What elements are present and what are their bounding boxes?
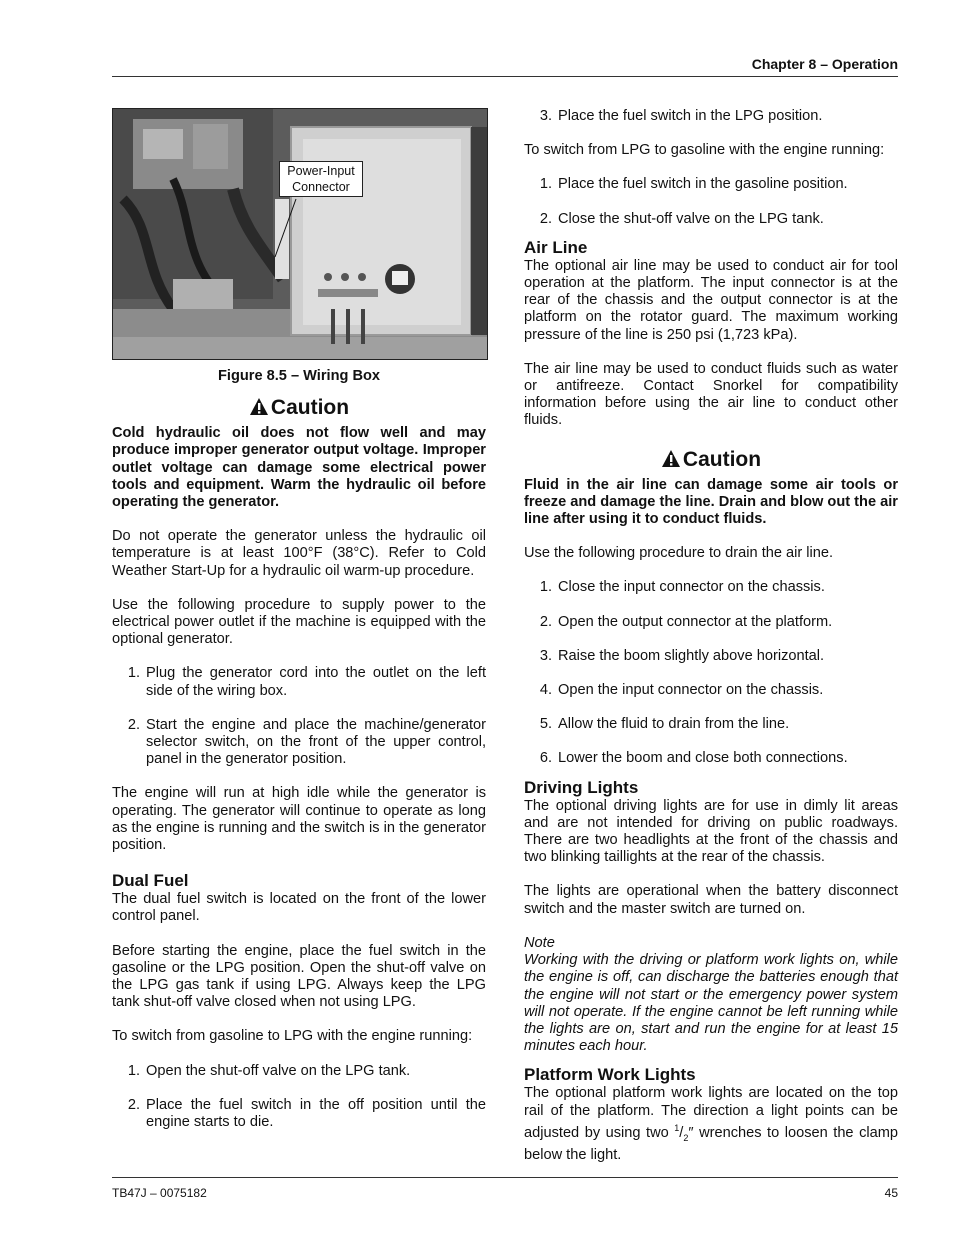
list-item: 1. Place the fuel switch in the gasoline position. xyxy=(539,176,848,193)
section-heading-dual-fuel: Dual Fuel xyxy=(112,871,189,891)
list-item: 4. Open the input connector on the chassis. xyxy=(539,682,824,699)
dual-fuel-step-3 xyxy=(524,108,898,125)
warning-triangle-icon xyxy=(249,397,269,423)
caution-heading xyxy=(524,447,898,475)
figure-caption: Figure 8.5 – Wiring Box xyxy=(217,368,381,384)
section-heading-platform-work-lights: Platform Work Lights xyxy=(524,1065,696,1085)
list-item: 2. Close the shut-off valve on the LPG tank. xyxy=(539,210,824,227)
caution-body: Fluid in the air line can damage some air tools or freeze and damage the line. Drain and blow out the air line after using it to conduct fluids. xyxy=(524,476,898,528)
wiring-box-illustration xyxy=(113,109,487,359)
list-item: 1. Close the input connector on the chassis. xyxy=(539,579,825,596)
caution-title-text: Caution xyxy=(270,396,350,420)
paragraph: Do not operate the generator unless the hydraulic oil temperature is at least 100°F (38°C). Refer to Cold Weather Start-Up for a hydraulic oil warm-up procedure. xyxy=(112,528,486,579)
section-heading-air-line: Air Line xyxy=(524,237,588,257)
list-item: 2. Start the engine and place the machine/generator selector switch, on the front of the upper control, panel in the generator position. xyxy=(127,716,486,768)
power-input-connector-callout xyxy=(279,161,363,197)
drain-air-line-steps xyxy=(524,579,898,767)
paragraph: The lights are operational when the battery disconnect switch and the master switch are turned on. xyxy=(524,883,898,917)
paragraph: The engine will run at high idle while the generator is operating. The generator will continue to operate as long as the engine is running and the switch is in the generator position. xyxy=(112,785,486,854)
callout-line-2: Connector xyxy=(292,180,350,194)
paragraph: Use the following procedure to drain the air line. xyxy=(524,545,834,562)
warning-triangle-icon xyxy=(661,449,681,475)
note-label: Note xyxy=(524,934,555,951)
list-item: 1. Plug the generator cord into the outlet on the left side of the wiring box. xyxy=(127,665,486,699)
callout-line-1: Power-Input xyxy=(287,164,355,178)
chapter-title: Chapter 8 – Operation xyxy=(751,56,898,72)
caution-body: Cold hydraulic oil does not flow well and may produce improper generator output voltage. Improper outlet voltage can damage some electrical power tools and equipment. Warm the hydraulic oil before operating the generator. xyxy=(112,425,486,511)
list-item: 1. Open the shut-off valve on the LPG tank. xyxy=(127,1062,411,1079)
paragraph: The air line may be used to conduct fluids such as water or antifreeze. Contact Snorkel for compatibility information before using the air line to conduct other fluids. xyxy=(524,360,898,429)
dual-fuel-steps xyxy=(112,1063,486,1132)
paragraph: The optional air line may be used to conduct air for tool operation at the platform. The input connector is at the rear of the chassis and the output connector is at the platform on the rotator guard. The maximum working pressure of the line is 250 psi (1,723 kPa). xyxy=(524,257,898,343)
lpg-to-gasoline-steps xyxy=(524,176,898,227)
paragraph: To switch from LPG to gasoline with the engine running: xyxy=(524,142,885,159)
page-number: 45 xyxy=(884,1186,898,1200)
document-id: TB47J – 0075182 xyxy=(112,1186,207,1200)
list-item: 5. Allow the fluid to drain from the line. xyxy=(539,716,790,733)
page-header xyxy=(112,56,898,77)
paragraph: Before starting the engine, place the fuel switch in the gasoline or the LPG position. Open the shut-off valve on the LPG gas tank if using LPG. Always keep the LPG tank shut-off valve closed when not using LPG. xyxy=(112,942,486,1011)
wiring-box-photo xyxy=(112,108,488,360)
left-column xyxy=(112,108,486,1148)
list-item: 3. Place the fuel switch in the LPG position. xyxy=(539,108,823,124)
page-footer xyxy=(112,1177,898,1200)
list-item: 2. Open the output connector at the platform. xyxy=(539,613,833,630)
paragraph: The optional platform work lights are located on the top rail of the platform. The direction a light points can be adjusted by using two $^1/_2''$ wrenches to loosen the clamp below the light. xyxy=(524,1085,898,1163)
right-column xyxy=(524,108,898,1164)
paragraph: The optional driving lights are for use in dimly lit areas and are not intended for driving on public roadways. There are two headlights at the front of the chassis and two blinking taillights at the rear of the chassis. xyxy=(524,797,898,866)
list-item: 6. Lower the boom and close both connections. xyxy=(539,750,848,767)
section-heading-driving-lights: Driving Lights xyxy=(524,777,639,797)
paragraph: The dual fuel switch is located on the front of the lower control panel. xyxy=(112,891,486,925)
list-item: 2. Place the fuel switch in the off position until the engine starts to die. xyxy=(127,1096,486,1131)
generator-steps xyxy=(112,665,486,768)
caution-title-text: Caution xyxy=(682,447,762,471)
note-body: Working with the driving or platform work lights on, while the engine is off, can discharge the batteries enough that the engine will not start or the emergency power system will not operate. If the engine cannot be left running while the lights are on, start and run the engine for at least 15 minutes each hour. xyxy=(524,952,898,1055)
list-item: 3. Raise the boom slightly above horizontal. xyxy=(539,647,825,664)
caution-heading xyxy=(112,395,486,423)
paragraph: To switch from gasoline to LPG with the engine running: xyxy=(112,1028,473,1045)
paragraph: Use the following procedure to supply power to the electrical power outlet if the machine is equipped with the optional generator. xyxy=(112,596,486,648)
